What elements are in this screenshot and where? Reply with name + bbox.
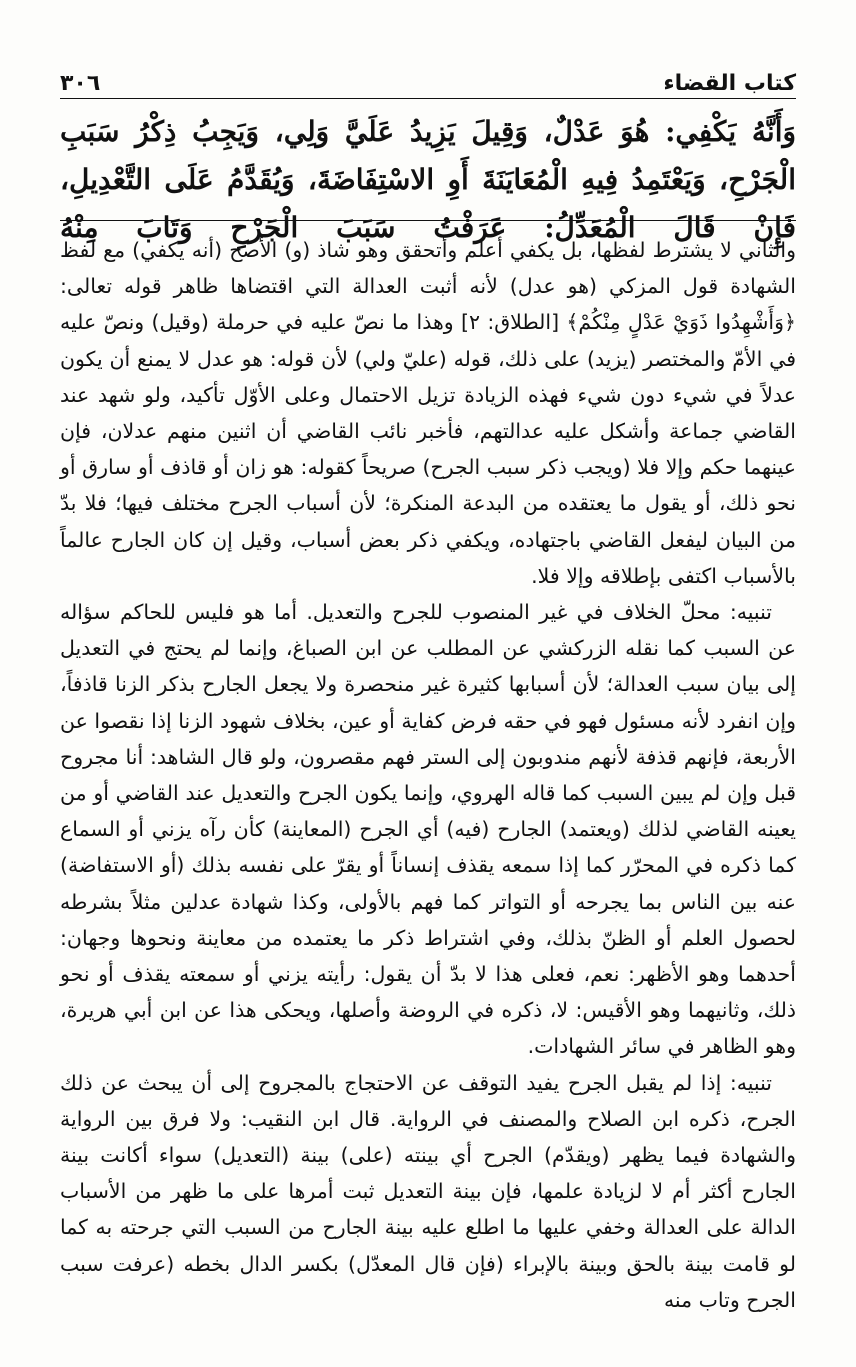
book-title: كتاب القضاء [663, 71, 796, 96]
page-number: ٣٠٦ [60, 71, 101, 96]
matn-paragraph: وَأَنَّهُ يَكْفِي: هُوَ عَدْلٌ، وَقِيلَ يَزِيدُ عَلَيَّ وَلِي، وَيَجِبُ ذِكْرُ سَبَبِ الْجَرْحِ، وَيَعْتَمِدُ فِيهِ الْمُعَايَنَةَ أَوِ الاسْتِفَاضَةَ، وَيُقَدَّمُ عَلَى التَّعْدِيلِ، فَإِنْ قَالَ الْمُعَدِّلُ: عَرَفْتُ سَبَبَ الْجَرْحِ وَتَابَ مِنْهُ [60, 115, 797, 244]
header-rule [60, 98, 796, 99]
commentary-block [60, 232, 796, 1318]
running-header [60, 66, 796, 96]
matn-divider [60, 220, 796, 221]
commentary-paragraph: والثاني لا يشترط لفظها، بل يكفي أعلم وأتحقق وهو شاذ (و) الأصح (أنه يكفي) مع لفظ الشهادة قول المزكي (هو عدل) لأنه أثبت العدالة التي اقتضاها ظاهر قوله تعالى: ﴿وَأَشْهِدُوا ذَوَيْ عَدْلٍ مِنْكُمْ﴾ [الطلاق: ٢] وهذا ما نصّ عليه في حرملة (وقيل) ونصّ عليه في الأمّ والمختصر (يزيد) على ذلك، قوله (عليّ ولي) لأن قوله: هو عدل لا يمنع أن يكون عدلاً في شيء دون شيء فهذه الزيادة تزيل الاحتمال وعلى الأوّل تأكيد، ولو شهد عند القاضي جماعة وأشكل عليه عدالتهم، فأخبر نائب القاضي أن اثنين منهم عدلان، فإن عينهما حكم وإلا فلا (ويجب ذكر سبب الجرح) صريحاً كقوله: هو زان أو قاذف أو سارق أو نحو ذلك، أو يقول ما يعتقده من البدعة المنكرة؛ لأن أسباب الجرح مختلف فيها؛ فلا بدّ من البيان ليفعل القاضي باجتهاده، ويكفي ذكر بعض أسباب، وقيل إن كان الجارح عالماً بالأسباب اكتفى بإطلاقه وإلا فلا. [60, 238, 796, 588]
commentary-paragraph-tanbih-1: تنبيه: محلّ الخلاف في غير المنصوب للجرح والتعديل. أما هو فليس للحاكم سؤاله عن السبب كما نقله الزركشي عن المطلب عن ابن الصباغ، وإنما لم يحتج في التعديل إلى بيان سبب العدالة؛ لأن أسبابها كثيرة غير منحصرة ولا يجعل الجارح بذكر الزنا قاذفاً، وإن انفرد لأنه مسئول فهو في حقه فرض كفاية أو عين، بخلاف شهود الزنا إذا نقصوا عن الأربعة، فإنهم قذفة لأنهم مندوبون إلى الستر فهم مقصرون، ولو قال الشاهد: أنا مجروح قبل وإن لم يبين السبب كما قاله الهروي، وإنما يكون الجرح والتعديل عند القاضي أو من يعينه القاضي لذلك (ويعتمد) الجارح (فيه) أي الجرح (المعاينة) كأن رآه يزني أو السماع كما ذكره في المحرّر كما إذا سمعه يقذف إنساناً أو يقرّ على نفسه بذلك (أو الاستفاضة) عنه بين الناس بما يجرحه أو التواتر كما فهم بالأولى، وكذا شهادة عدلين مثلاً بشرطه لحصول العلم أو الظنّ بذلك، وفي اشتراط ذكر ما يعتمده من معاينة ونحوها وجهان: أحدهما وهو الأظهر: نعم، فعلى هذا لا بدّ أن يقول: رأيته يزني أو سمعته يقذف أو نحو ذلك، وثانيهما وهو الأقيس: لا، ذكره في الروضة وأصلها، ويحكى هذا عن ابن أبي هريرة، وهو الظاهر في سائر الشهادات. [60, 600, 796, 1059]
matn-text-block [60, 108, 796, 252]
commentary-paragraph-tanbih-2: تنبيه: إذا لم يقبل الجرح يفيد التوقف عن الاحتجاج بالمجروح إلى أن يبحث عن ذلك الجرح، ذكره ابن الصلاح والمصنف في الرواية. قال ابن النقيب: ولا فرق بين الرواية والشهادة فيما يظهر (ويقدّم) الجرح أي بينته (على) بينة (التعديل) سواء أكانت بينة الجارح أكثر أم لا لزيادة علمها، فإن بينة التعديل ثبت أمرها على ما ظهر من الأسباب الدالة على العدالة وخفي عليها ما اطلع عليه بينة الجارح من السبب التي جرحته به كما لو قامت بينة بالحق وبينة بالإبراء (فإن قال المعدّل) بكسر الدال بخطه (عرفت سبب الجرح وتاب منه [60, 1070, 796, 1312]
